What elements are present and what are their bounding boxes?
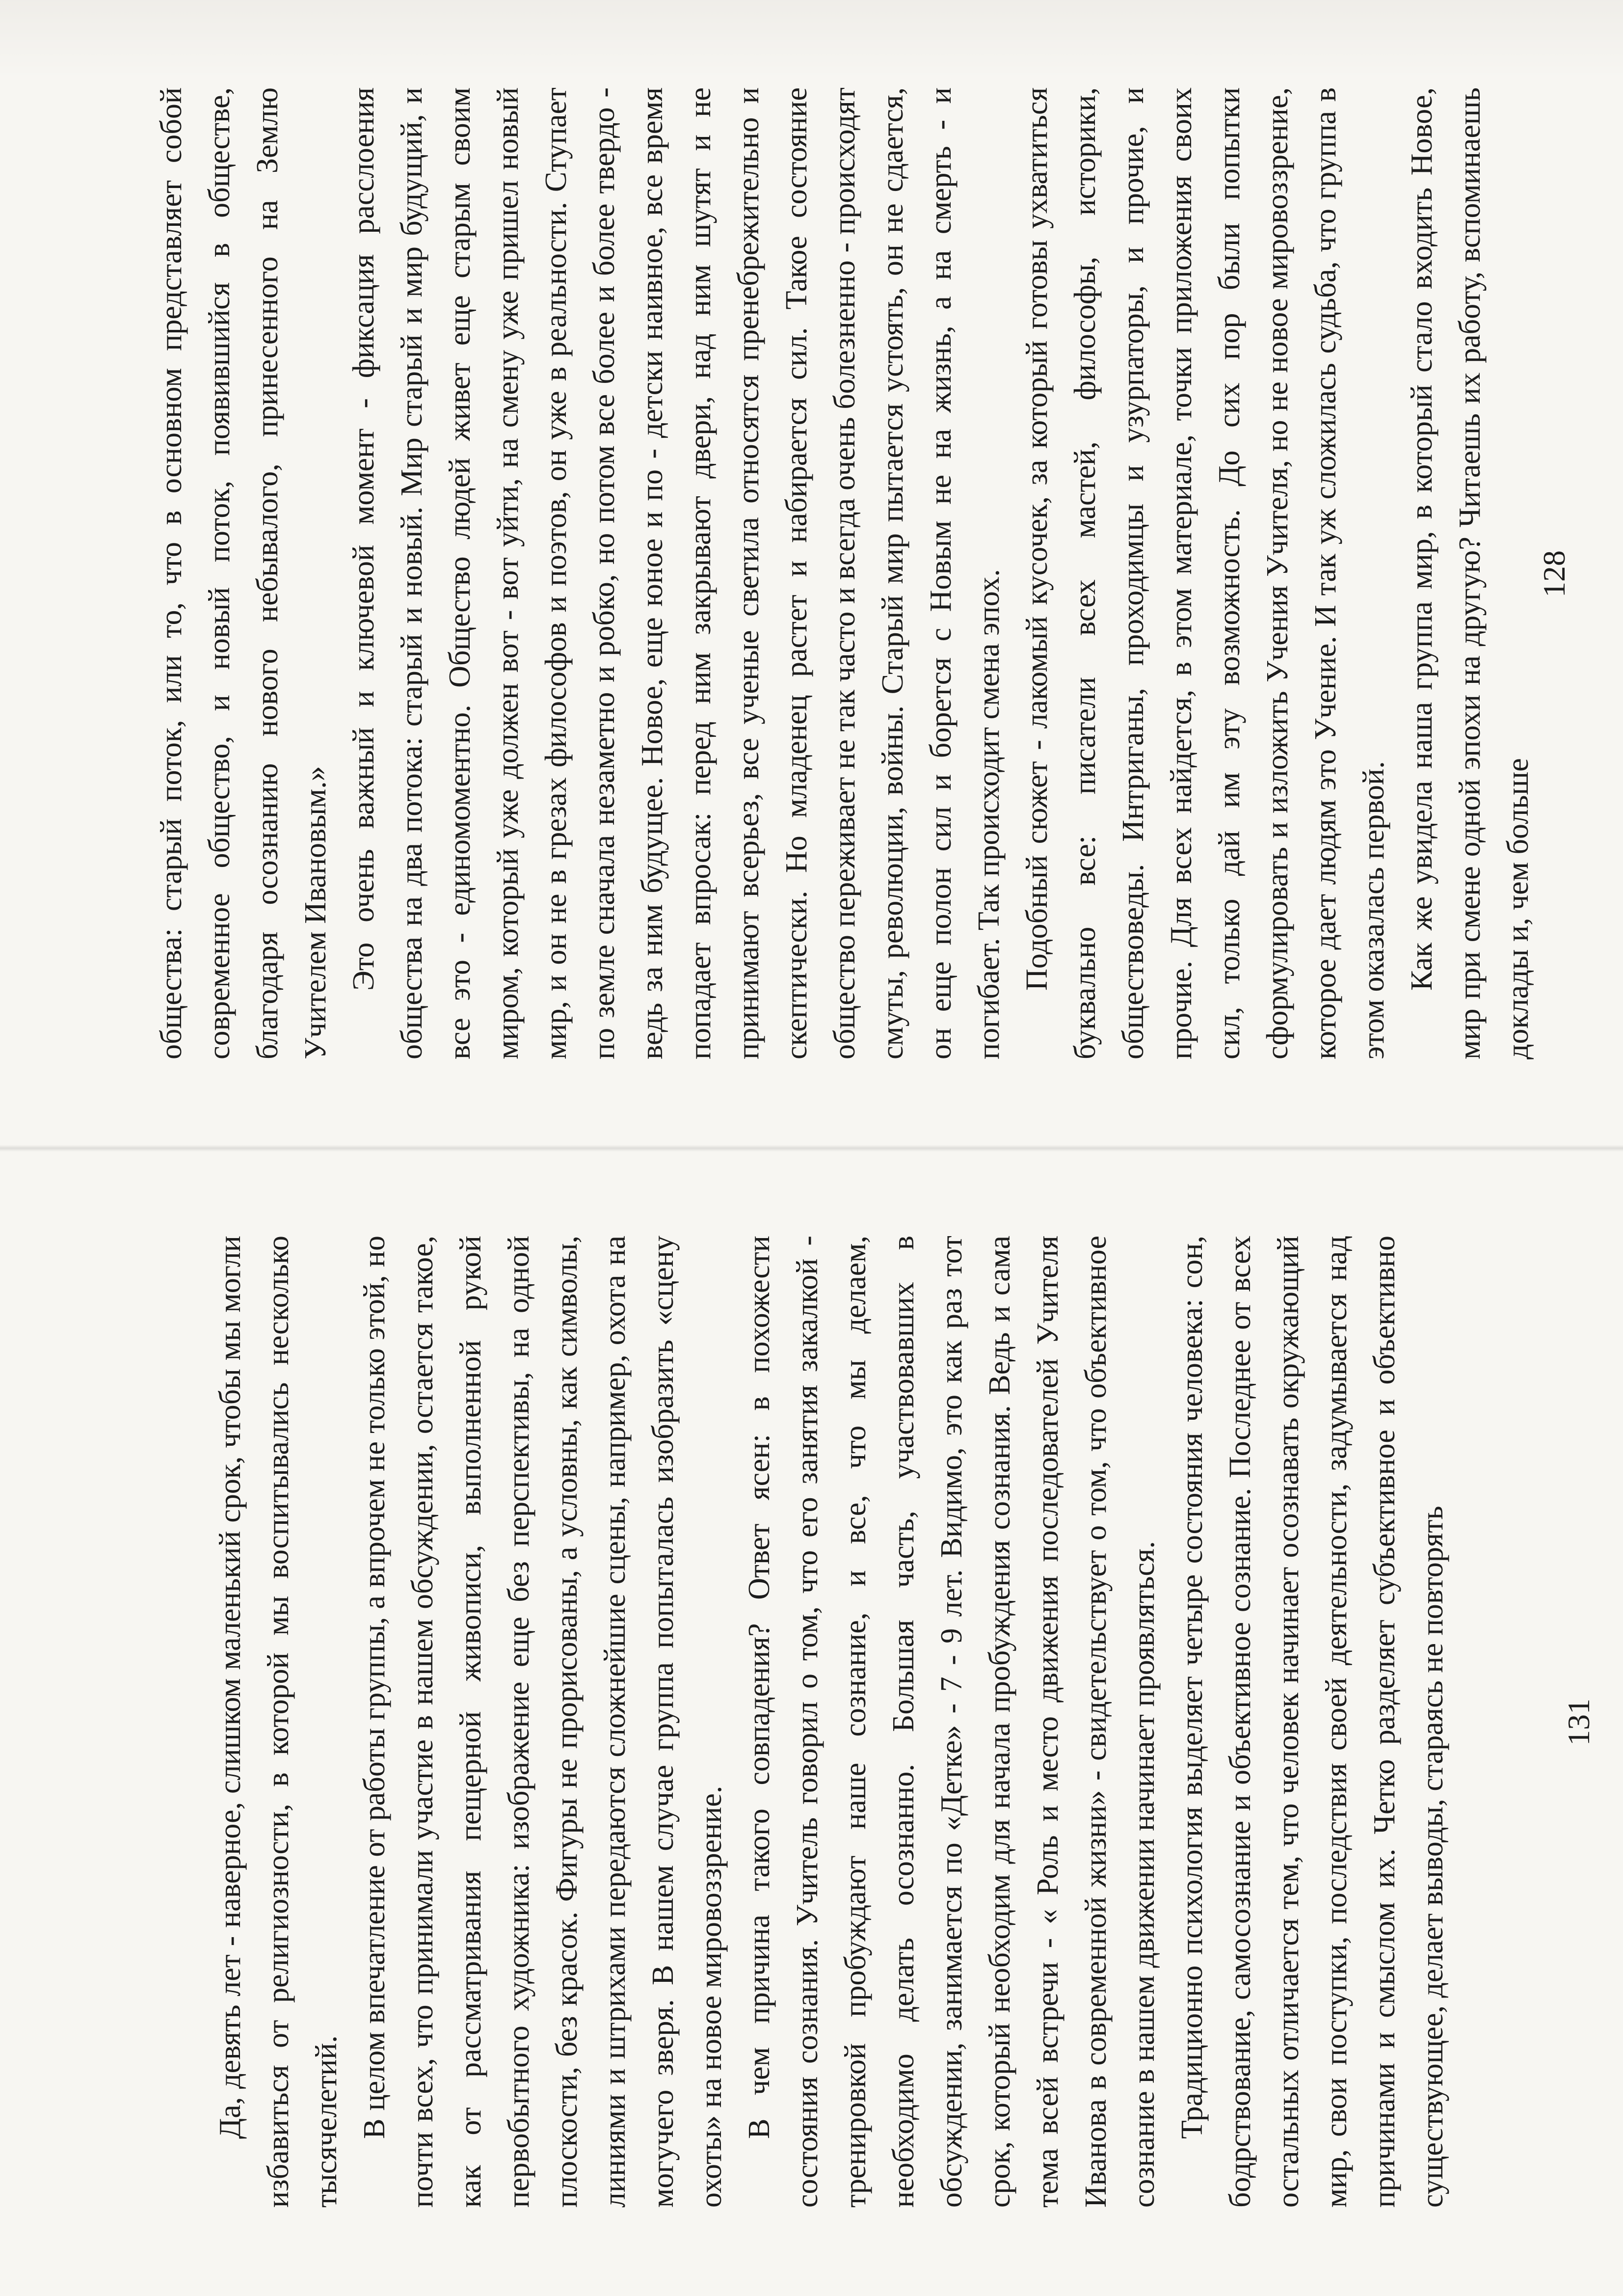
page-128-paragraph-3: Подобный сюжет - лакомый кусочек, за который готовы ухватиться буквально все: писатели всех мастей, философы, историки, обществоведы. Интриганы, проходимцы и узурпаторы, и прочие, и прочие. Для всех найдется, в этом материале, точки приложения своих сил, только дай им эту возможность. До сих пор были попытки сформулировать и изложить Учения Учителя, но не новое мировоззрение, которое дает людям это Учение. И так уж сложилась судьба, что группа в этом оказалась первой. xyxy=(1020,87,1390,1059)
page-128-text xyxy=(147,87,1535,1059)
page-131-paragraph-2: В целом впечатление от работы группы, а впрочем не только этой, но почти всех, что принимали участие в нашем обсуждении, остается такое, как от рассматривания пещерной живописи, выполненной рукой первобытного художника: изображение еще без перспективы, на одной плоскости, без красок. Фигуры не прорисованы, а условны, как символы, линиями и штрихами передаются сложнейшие сцены, например, охота на могучего зверя. В нашем случае группа попыталась изобразить «сцену охоты» на новое мировоззрение. xyxy=(358,1236,728,2208)
page-number-128: 128 xyxy=(1537,550,1571,597)
page-128-paragraph-2: Это очень важный и ключевой момент - фиксация расслоения общества на два потока: старый и новый. Мир старый и мир будущий, и все это - единомоментно. Общество людей живет еще старым своим миром, который уже должен вот - вот уйти, на смену уже пришел новый мир, и он не в грезах философов и поэтов, он уже в реальности. Ступает по земле сначала незаметно и робко, но потом все более и более твердо - ведь за ним будущее. Новое, еще юное и по - детски наивное, все время попадает впросак: перед ним закрывают двери, над ним шутят и не принимают всерьез, все ученые светила относятся пренебрежительно и скептически. Но младенец растет и набирается сил. Такое состояние общество переживает не так часто и всегда очень болезненно - происходят смуты, революции, войны. Старый мир пытается устоять, он не сдается, он еще полон сил и борется с Новым не на жизнь, а на смерть - и погибает. Так происходит смена эпох. xyxy=(347,87,1006,1059)
page-131-paragraph-1: Да, девять лет - наверное, слишком маленький срок, чтобы мы могли избавиться от религиозности, в которой мы воспитывались несколько тысячелетий. xyxy=(213,1236,343,2208)
page-number-131: 131 xyxy=(1561,1699,1596,1746)
page-128-paragraph-1: общества: старый поток, или то, что в основном представляет собой современное общество, и новый поток, появившийся в обществе, благодаря осознанию нового небывалого, принесенного на Землю Учителем Ивановым.» xyxy=(155,87,332,1059)
page-131-paragraph-4: Традиционно психология выделяет четыре состояния человека: сон, бодрствование, самосознание и объективное сознание. Последнее от всех остальных отличается тем, что человек начинает осознавать окружающий мир, свои поступки, последствия своей деятельности, задумывается над причинами и смыслом их. Четко разделяет субъективное и объективно существующее, делает выводы, стараясь не повторять xyxy=(1175,1236,1449,2208)
page-131-paragraph-3: В чем причина такого совпадения? Ответ ясен: в похожести состояния сознания. Учитель говорил о том, что его занятия закалкой - тренировкой пробуждают наше сознание, и все, что мы делаем, необходимо делать осознанно. Большая часть, участвовавших в обсуждении, занимается по «Детке» - 7 - 9 лет. Видимо, это как раз тот срок, который необходим для начала пробуждения сознания. Ведь и сама тема всей встречи - « Роль и место движения последователей Учителя Иванова в современной жизни» - свидетельствует о том, что объективное сознание в нашем движении начинает проявляться. xyxy=(743,1236,1161,2208)
page-131 xyxy=(0,1148,1623,2296)
page-131-text xyxy=(206,1236,1472,2208)
page-128-paragraph-4: Как же увидела наша группа мир, в который стало входить Новое, мир при смене одной эпохи на другую? Читаешь их работу, вспоминаешь доклады и, чем больше xyxy=(1405,87,1535,1059)
page-131-region xyxy=(0,1148,1623,2296)
